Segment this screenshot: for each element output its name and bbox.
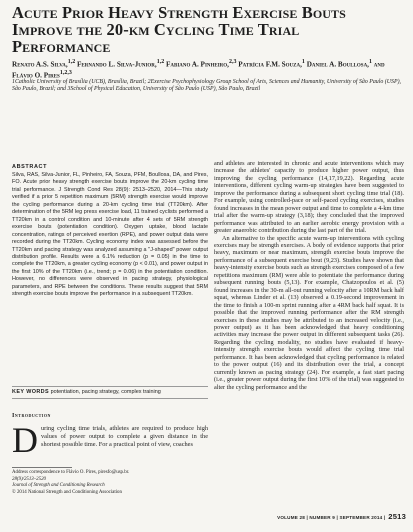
intro-body: uring cycling time trials, athletes are required to produce high values of power output to complete a given distance in the shortest possible time. For a practical point of view, coaches <box>41 425 208 448</box>
keywords-label: KEY WORDS <box>12 389 50 395</box>
volume-note: 28(9)/2513–2520 <box>12 476 46 482</box>
intro-text <box>12 420 208 460</box>
page-number: 2513 <box>388 512 406 521</box>
correspondence-note: Address correspondence to Flávio O. Pires, piresfo@usp.br. <box>12 470 130 475</box>
right-column <box>214 160 404 391</box>
footnote-rule <box>12 467 72 468</box>
footer-issue: VOLUME 28 | NUMBER 9 | SEPTEMBER 2014 | <box>277 515 386 520</box>
affiliations: 1Catholic University of Brasília (UCB), Brasília, Brazil; 2Exercise Psychophysiology Group School of Arts, Sciences and Humanity, University of São Paulo (USP), São Paulo, Brazil; and 3School of Physical Education, University of São Paulo (USP), São Paulo, Brazil <box>12 79 401 93</box>
footnotes <box>12 470 208 496</box>
abstract-heading: ABSTRACT <box>12 164 48 170</box>
keywords-top-rule <box>12 386 208 387</box>
copyright-note: © 2014 National Strength and Conditioning Association <box>12 489 122 495</box>
intro-heading: Introduction <box>12 412 51 419</box>
article-title: Acute Prior Heavy Strength Exercise Bouts Improve the 20-km Cycling Time Trial Performance <box>12 3 346 56</box>
page-footer <box>258 512 406 521</box>
right-paragraph-1: and athletes are interested in chronic and acute interventions which may increase the athletes' capacity to produce higher power output, thus improving the cycling performance (14,17,19,22). Regarding acute interventions, different cycling warm-up strategies have been suggested to improve the performance during a subsequent short cycling time trial (18). For example, using controlled-pace or self-paced cycling exercises, studies found increases in the mean power output and time to complete a 4-km time trial after the warm-up strategy (3,18); they concluded that the improved performance was attributed to an earlier aerobic energy provision with a greater anaerobic contribution during the last part of the trial. <box>214 160 404 235</box>
drop-cap: D <box>12 420 38 460</box>
keywords <box>12 389 208 395</box>
keywords-list: potentiation, pacing strategy, complex training <box>50 389 161 395</box>
keywords-bottom-rule <box>12 398 208 399</box>
journal-name: Journal of Strength and Conditioning Research <box>12 483 105 489</box>
abstract-text: Silva, RAS, Silva-Junior, FL, Pinheiro, FA, Souza, PFM, Boullosa, DA, and Pires, FO. Acute prior heavy strength exercise bouts improve the 20-km cycling time trial performance. J Strength Cond Res 28(9): 2513–2520, 2014—This study verified if a prior 5 repetition maximum (5RM) strength exercise would improve the cycling performance during a 20-km cycling time trial (TT20km). After determination of the 5RM leg press exercise load, 11 trained cyclists performed a TT20km in a control condition and 10-minute after 4 sets of 5RM strength exercise bouts (potentiation condition). Oxygen uptake, blood lactate concentration, ratings of perceived exertion (RPE), and power output data were recorded during the TT20km. Cycling economy index was assessed before the TT20km and pacing strategy was analyzed assuming a "J-shaped" power output distribution profile. Results were a 6.1% reduction (p = 0.05) in the time to complete the TT20km, a greater cycling economy (p < 0.01), and power output in the first 10% of the TT20km (i.e., trend; p = 0.06) in the potentiation condition. However, no differences were observed in pacing strategy, physiological parameters, and RPE between the conditions. These results suggest that 5RM strength exercise bouts improve the performance in a subsequent TT20km. <box>12 172 208 298</box>
right-paragraph-2: An alternative to the specific acute warm-up interventions with cycling exercises may be strength exercises. A body of evidence supports that prior heavy, maximum or near maximum, strength exercise bouts improve the performance of a subsequent exercise bout (9,23). Studies have shown that heavy-intensity exercise bouts such as strength exercises composed of a few repetitions maximum (RM) were able to potentiate the performance during subsequent running bouts (5,13). For example, Chatzopoulos et al. (5) found increases in the 30-m all-out running velocity after a 10RM back half squat, whereas Linder et al. (13) observed a 0.19-second improvement in the time to finish a 100-m sprint running after a 4RM back half squat. It is possible that the improved running performance after the RM strength exercises in these studies may be attributed to an increased velocity (i.e., power output) as it has been acknowledged that heavy conditioning activities may increase the power output in different subsequent tasks (26). Regarding the cycling modality, no studies have evaluated if heavy-intensity strength exercise bouts would affect the cycling time trial performance. It has been acknowledged that cycling performance is related to the power output (16) and its distribution over the trial, a concept currently known as pacing strategy (24). For example, a fast start pacing (i.e., greater power output during the first 10% of the trial) was suggested to alter the cycling performance and the <box>214 234 404 391</box>
author-list: Renato A.S. Silva,$^{1,2}$ Fernando L. Silva-Junior,$^{1,2}$ Fabiano A. Pinheiro,$^{2,3}$ Patrícia F.M. Souza,$^1$ Daniel A. Boullosa,$^1$ and Flávio O. Pires$^{1,2,3}$ <box>12 59 385 80</box>
